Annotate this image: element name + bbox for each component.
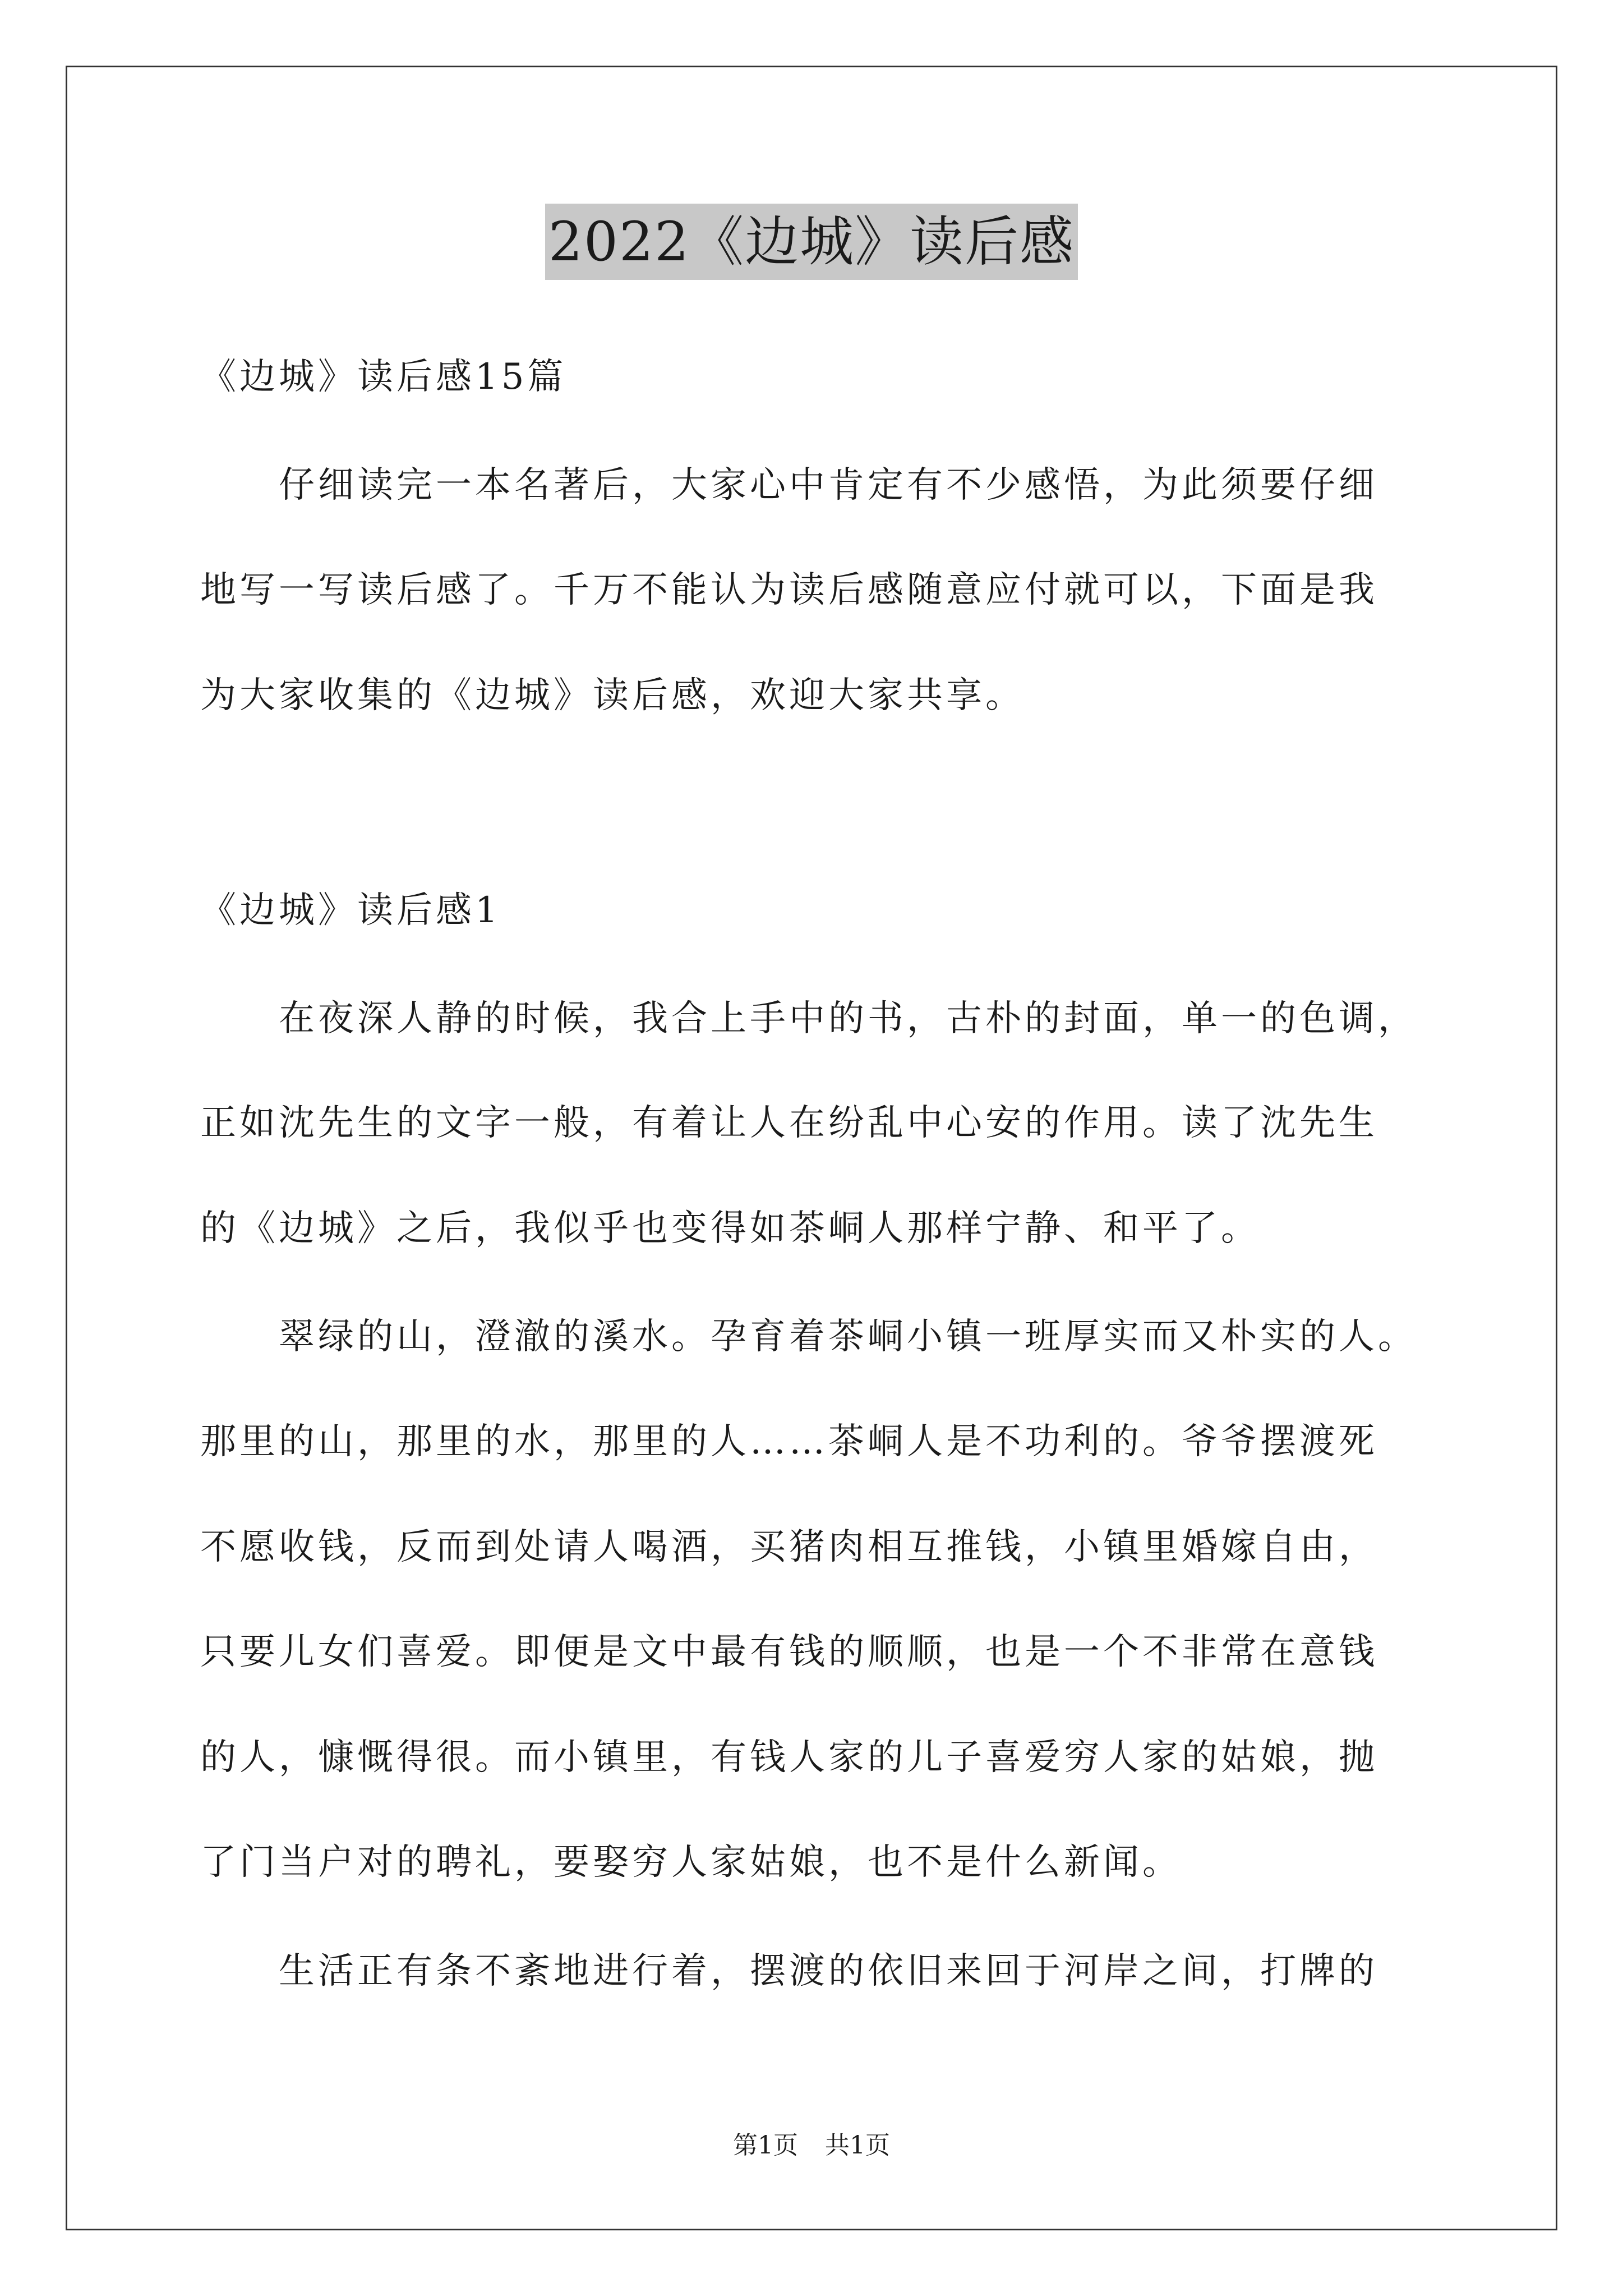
document-subtitle: 《边城》读后感15篇 (200, 356, 567, 398)
paragraph1-line-2: 正如沈先生的文字一般，有着让人在纷乱中心安的作用。读了沈先生 (200, 1102, 1378, 1144)
paragraph2-line-3: 不愿收钱，反而到处请人喝酒，买猪肉相互推钱，小镇里婚嫁自由， (200, 1526, 1378, 1568)
section-heading: 《边城》读后感1 (200, 890, 501, 931)
intro-line-3: 为大家收集的《边城》读后感，欢迎大家共享。 (200, 675, 1025, 716)
title-container (0, 204, 1623, 280)
page-number: 第1页 (733, 2131, 798, 2160)
paragraph1-line-1: 在夜深人静的时候，我合上手中的书，古朴的封面，单一的色调， (279, 998, 1417, 1039)
document-title: 2022《边城》读后感 (545, 204, 1078, 280)
paragraph2-line-4: 只要儿女们喜爱。即便是文中最有钱的顺顺，也是一个不非常在意钱 (200, 1631, 1378, 1673)
paragraph2-line-2: 那里的山，那里的水，那里的人……茶峒人是不功利的。爷爷摆渡死 (200, 1421, 1378, 1462)
paragraph2-line-5: 的人，慷慨得很。而小镇里，有钱人家的儿子喜爱穷人家的姑娘，抛 (200, 1737, 1378, 1778)
paragraph1-line-3: 的《边城》之后，我似乎也变得如茶峒人那样宁静、和平了。 (200, 1208, 1260, 1249)
intro-line-2: 地写一写读后感了。千万不能认为读后感随意应付就可以，下面是我 (200, 569, 1378, 611)
page-footer (0, 2129, 1623, 2162)
page-total: 共1页 (825, 2131, 890, 2160)
paragraph3-line-1: 生活正有条不紊地进行着，摆渡的依旧来回于河岸之间，打牌的 (279, 1950, 1378, 1992)
paragraph2-line-6: 了门当户对的聘礼，要娶穷人家姑娘，也不是什么新闻。 (200, 1842, 1182, 1883)
intro-line-1: 仔细读完一本名著后，大家心中肯定有不少感悟，为此须要仔细 (279, 464, 1378, 506)
paragraph2-line-1: 翠绿的山，澄澈的溪水。孕育着茶峒小镇一班厚实而又朴实的人。 (279, 1316, 1417, 1358)
